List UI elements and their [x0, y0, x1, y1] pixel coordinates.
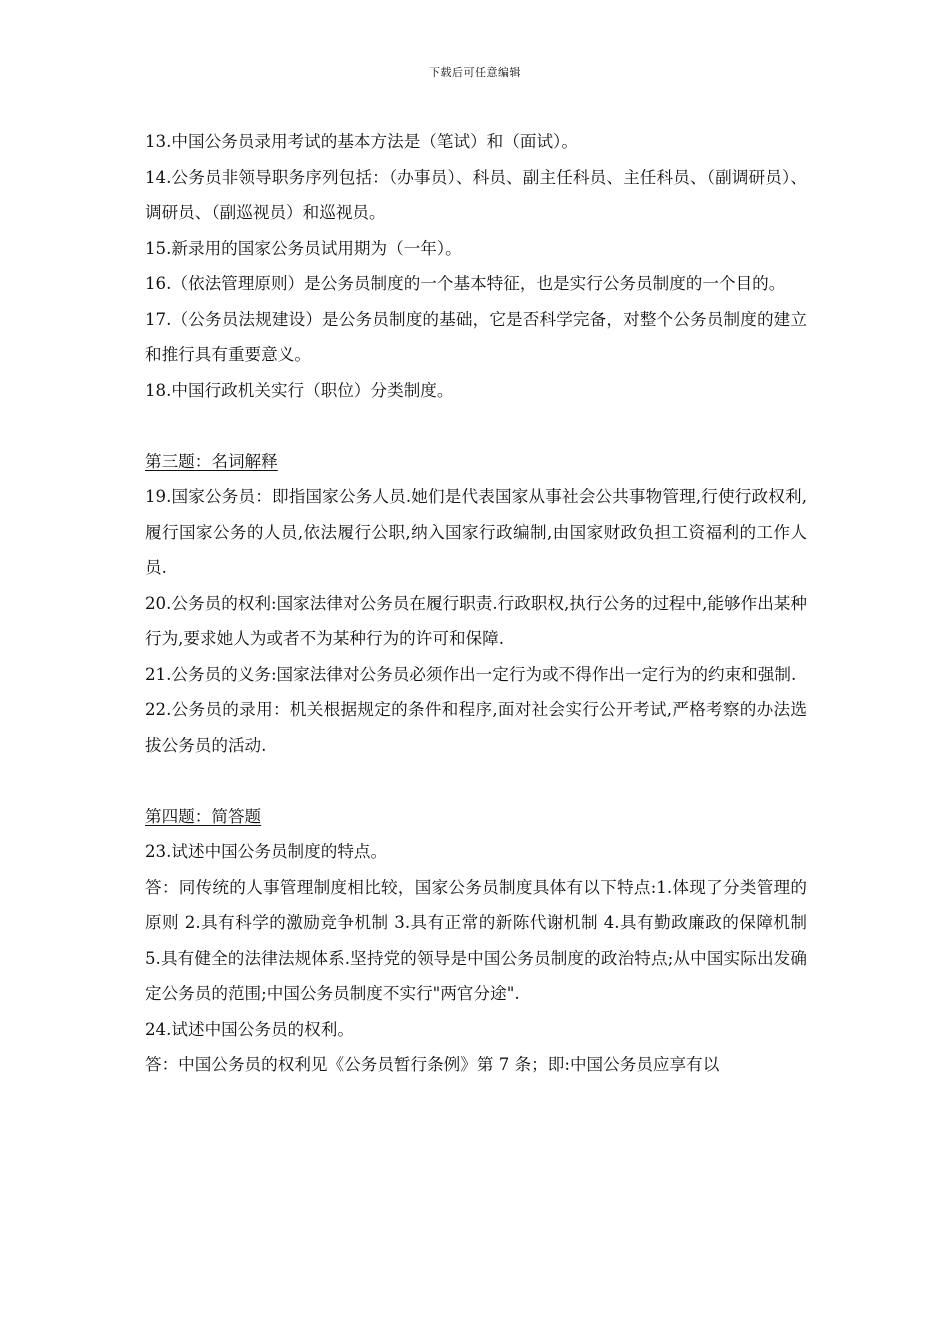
- blank-line: [145, 763, 807, 799]
- item-23-question: 23.试述中国公务员制度的特点。: [145, 842, 388, 861]
- item-22: 22.公务员的录用：机关根据规定的条件和程序,面对社会实行公开考试,严格考察的办法选拔公务员的活动.: [145, 700, 807, 755]
- item-24-answer: 答：中国公务员的权利见《公务员暂行条例》第 7 条；即:中国公务员应享有以: [145, 1055, 720, 1074]
- item-20: 20.公务员的权利:国家法律对公务员在履行职责.行政职权,执行公务的过程中,能够作出某种行为,要求她人为或者不为某种行为的许可和保障.: [145, 593, 807, 648]
- item-23-answer: 答：同传统的人事管理制度相比较，国家公务员制度具体有以下特点:1.体现了分类管理的原则 2.具有科学的激励竞争机制 3.具有正常的新陈代谢机制 4.具有勤政廉政的保障机制 5.具有健全的法律法规体系.坚持党的领导是中国公务员制度的政治特点;从中国实际出发确定公务员的范围;中国公务员制度不实行"两官分途".: [145, 877, 807, 1003]
- item-16: 16.（依法管理原则）是公务员制度的一个基本特征，也是实行公务员制度的一个目的。: [145, 274, 786, 293]
- blank-line: [145, 408, 807, 444]
- section-title-short-answers: 第四题：简答题: [145, 806, 262, 826]
- item-14: 14.公务员非领导职务序列包括：（办事员）、科员、副主任科员、主任科员、（副调研员）、调研员、（副巡视员）和巡视员。: [145, 167, 807, 222]
- item-18: 18.中国行政机关实行（职位）分类制度。: [145, 380, 454, 400]
- item-17: 17.（公务员法规建设）是公务员制度的基础，它是否科学完备，对整个公务员制度的建立和推行具有重要意义。: [145, 309, 807, 364]
- item-24-question: 24.试述中国公务员的权利。: [145, 1019, 354, 1039]
- section-title-definitions: 第三题：名词解释: [145, 451, 278, 471]
- header-note: 下载后可任意编辑: [429, 66, 521, 79]
- item-13: 13.中国公务员录用考试的基本方法是（笔试）和（面试）。: [145, 132, 578, 151]
- document-body: [145, 124, 807, 1083]
- item-21: 21.公务员的义务:国家法律对公务员必须作出一定行为或不得作出一定行为的约束和强制.: [145, 664, 797, 684]
- item-15: 15.新录用的国家公务员试用期为（一年）。: [145, 238, 462, 258]
- item-19: 19.国家公务员：即指国家公务人员.她们是代表国家从事社会公共事物管理,行使行政权利,履行国家公务的人员,依法履行公职,纳入国家行政编制,由国家财政负担工资福利的工作人员.: [145, 487, 807, 577]
